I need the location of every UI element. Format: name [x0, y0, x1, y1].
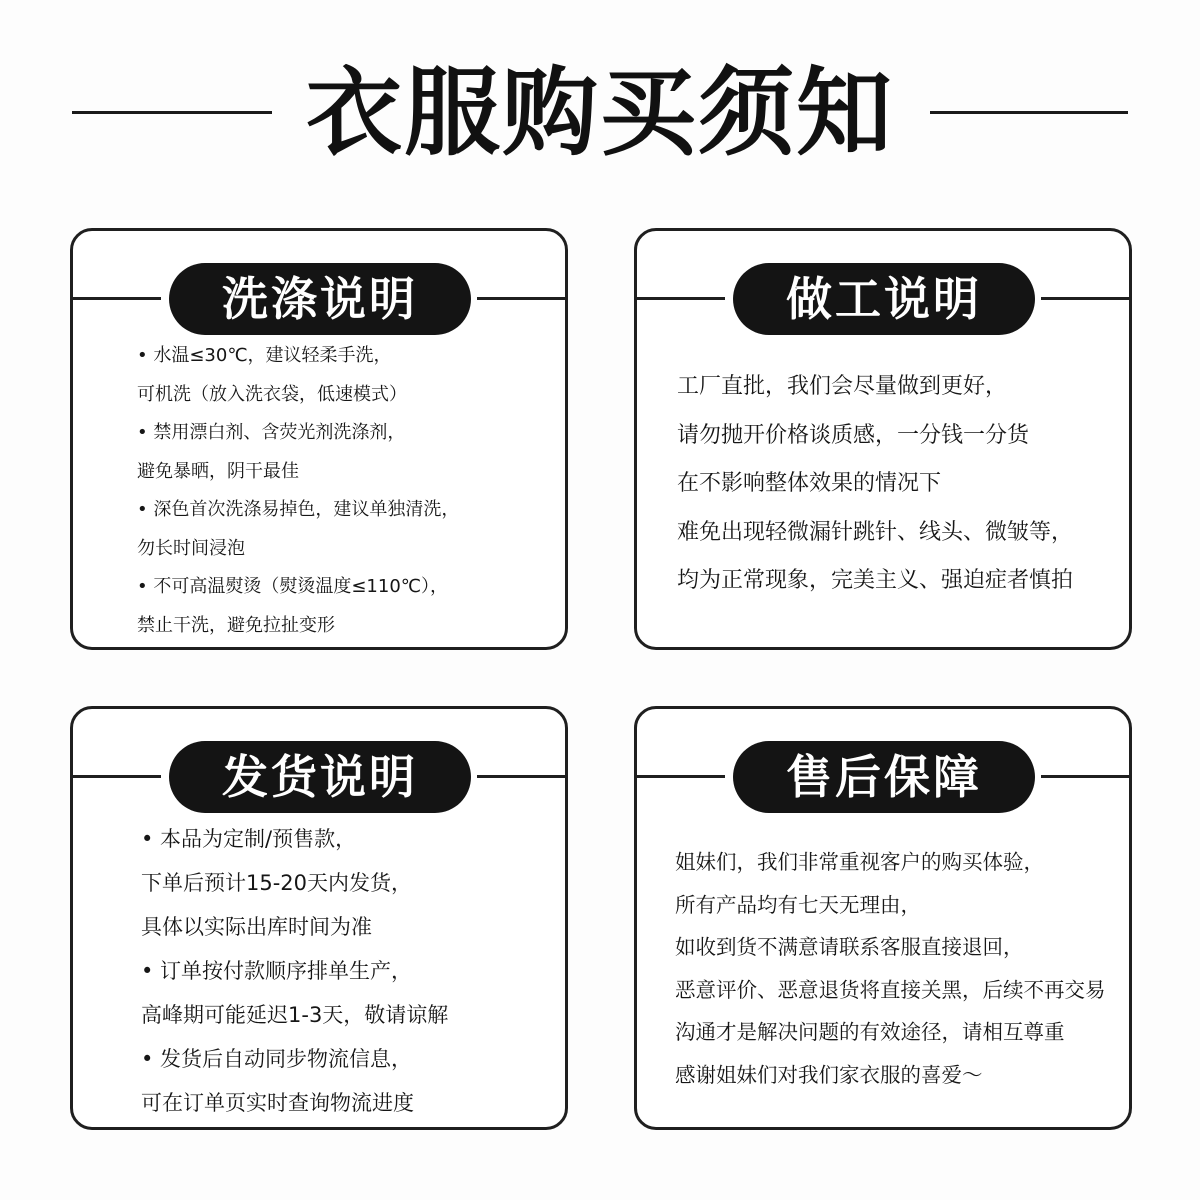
after-sales-card: [634, 706, 1132, 1130]
wash-instructions-card: [70, 228, 568, 650]
card-heading: 做工说明: [733, 263, 1035, 335]
text-line: 姐妹们，我们非常重视客户的购买体验，: [675, 850, 1044, 874]
shipping-card: [70, 706, 568, 1130]
card-divider-left: [73, 775, 161, 778]
text-line: 具体以实际出库时间为准: [141, 915, 372, 939]
card-heading: 发货说明: [169, 741, 471, 813]
text-line: • 发货后自动同步物流信息，: [141, 1047, 413, 1071]
text-line: • 不可高温熨烫（熨烫温度≤110℃），: [137, 576, 448, 597]
card-divider-left: [637, 775, 725, 778]
title-divider-right: [930, 111, 1128, 114]
text-line: 禁止干洗，避免拉扯变形: [137, 614, 335, 636]
card-divider-left: [73, 297, 161, 300]
text-line: 勿长时间浸泡: [137, 537, 245, 559]
text-line: 所有产品均有七天无理由，: [675, 892, 921, 917]
text-line: 工厂直批，我们会尽量做到更好，: [677, 374, 1008, 399]
page-header: [0, 0, 1200, 220]
text-line: 请勿抛开价格谈质感，一分钱一分货: [677, 422, 1030, 448]
page-title: 衣服购买须知: [306, 57, 894, 169]
card-divider-right: [477, 297, 565, 300]
card-body: [675, 841, 1106, 1096]
text-line: 在不影响整体效果的情况下: [677, 471, 942, 496]
text-line: 感谢姐妹们对我们家衣服的喜爱～: [675, 1062, 983, 1087]
card-heading: 洗涤说明: [169, 263, 471, 335]
text-line: 避免暴晒，阴干最佳: [137, 460, 299, 482]
card-body: [137, 337, 459, 645]
card-divider-right: [1041, 775, 1129, 778]
text-line: • 深色首次洗涤易掉色，建议单独清洗，: [137, 499, 460, 520]
craftsmanship-card: [634, 228, 1132, 650]
text-line: • 订单按付款顺序排单生产，: [141, 959, 413, 983]
text-line: 可机洗（放入洗衣袋，低速模式）: [137, 383, 407, 405]
card-divider-right: [477, 775, 565, 778]
text-line: 下单后预计15-20天内发货，: [141, 871, 413, 895]
text-line: 如收到货不满意请联系客服直接退回，: [675, 935, 1024, 959]
card-body: [141, 817, 448, 1125]
text-line: 高峰期可能延迟1-3天，敬请谅解: [141, 1003, 449, 1027]
title-divider-left: [72, 111, 272, 114]
card-body: [677, 363, 1073, 606]
text-line: 沟通才是解决问题的有效途径，请相互尊重: [675, 1020, 1065, 1044]
text-line: • 本品为定制/预售款，: [141, 827, 357, 851]
text-line: 可在订单页实时查询物流进度: [141, 1091, 414, 1115]
card-heading: 售后保障: [733, 741, 1035, 813]
card-divider-left: [637, 297, 725, 300]
text-line: • 水温≤30℃，建议轻柔手洗，: [137, 345, 392, 366]
text-line: 均为正常现象，完美主义、强迫症者慎拍: [677, 568, 1074, 593]
text-line: 难免出现轻微漏针跳针、线头、微皱等，: [677, 519, 1074, 545]
card-divider-right: [1041, 297, 1129, 300]
text-line: • 禁用漂白剂、含荧光剂洗涤剂，: [137, 422, 406, 443]
text-line: 恶意评价、恶意退货将直接关黑，后续不再交易: [675, 977, 1106, 1002]
